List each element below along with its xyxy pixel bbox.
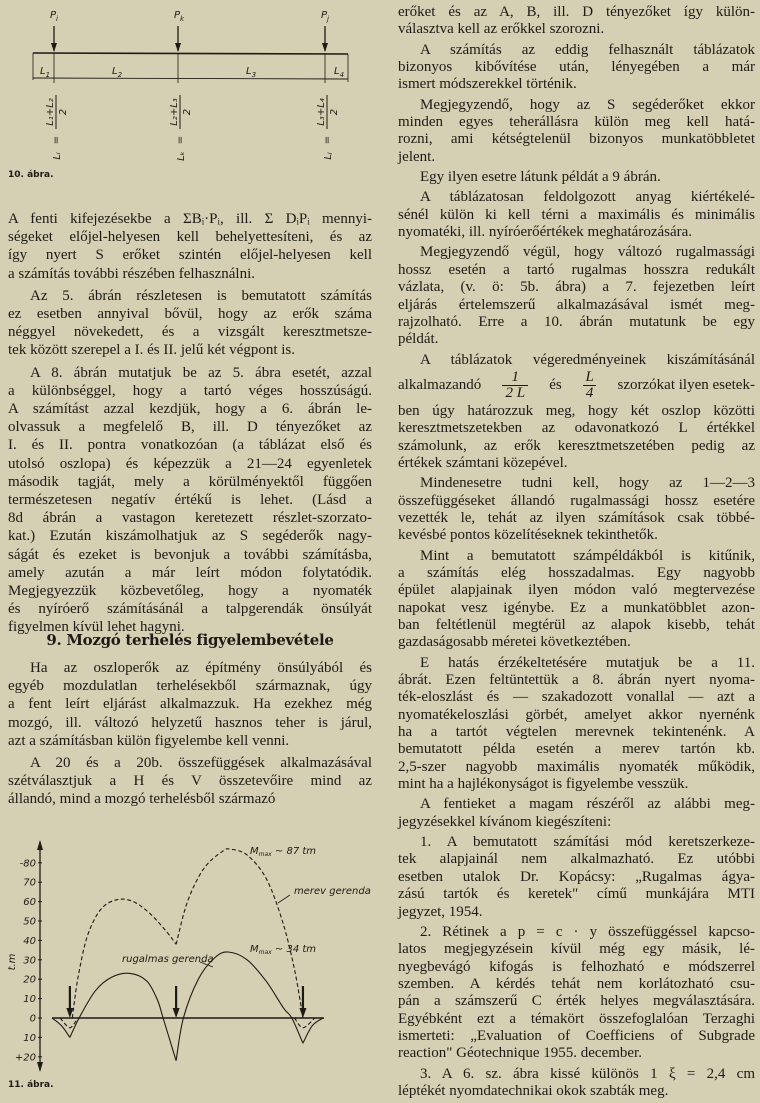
text-line: pán a számszerű C érték helyes megválasztására. <box>398 993 755 1010</box>
chart-annotation: $M_{max}$ ~ 34 tm <box>250 944 317 956</box>
text-line: A táblázatosan feldolgozott anyag kiértékelé- <box>420 189 755 206</box>
paragraph <box>398 475 755 544</box>
text-line: amely azután a már leírt módon folytatódik. <box>8 564 372 581</box>
equivalent-length-formula <box>45 95 69 160</box>
paragraph <box>398 834 755 921</box>
text-line: rajzolható. Erre a 10. ábrán mutatunk be egy <box>398 313 755 330</box>
paragraph <box>398 169 755 186</box>
text-line: ismert módszerekkel történik. <box>398 76 577 93</box>
text-line: keresztmetszetekben az odavonatkozó L értékkel <box>398 420 755 437</box>
y-tick-label: 20 <box>23 974 36 986</box>
svg-text:Lᵢ: Lᵢ <box>52 152 63 160</box>
paragraph <box>8 364 372 637</box>
text-line: Mint a bemutatott számpéldákból is kitűnik, <box>420 547 755 564</box>
svg-text:L₂+L₃: L₂+L₃ <box>169 98 180 126</box>
text-line: 2. Rétinek a p = c · y összefüggéssel kapcso- <box>420 923 755 940</box>
text-line: tek között szerepel a I. és II. jelű két végpont is. <box>8 342 295 359</box>
text-line: a számítás további részében felhasználni. <box>8 265 255 282</box>
y-axis-label: t.m <box>7 953 18 971</box>
axis-arrow-down-icon <box>37 1062 43 1072</box>
paragraph <box>398 244 755 348</box>
axis-arrow-up-icon <box>37 840 43 850</box>
text-line: ságát és ezeket is bevonjuk a további számításba, <box>8 546 372 563</box>
figure-10-beam-diagram <box>0 0 380 185</box>
text-line: bizonyos kibővítése után, lényegében a már <box>398 59 755 76</box>
figure-10-caption: 10. ábra. <box>8 170 54 180</box>
text-line: A számítás az eddig felhasznált táblázatok <box>420 41 755 58</box>
paragraph <box>398 352 755 473</box>
left-column-text-bottom <box>8 659 372 813</box>
fraction-numerator: L <box>585 369 594 386</box>
fraction <box>583 370 597 401</box>
chart-annotation: $M_{max}$ ~ 87 tm <box>250 846 317 858</box>
paragraph <box>398 548 755 652</box>
text-line: ban feltétlenül megtérül az alapok kisebb, tehát <box>398 617 755 633</box>
segment-length-label: $L_2$ <box>112 66 123 79</box>
text-line: 8d ábrán a vastagon keretezett részlet-szorzato- <box>8 510 372 527</box>
paragraph <box>398 924 755 1063</box>
text-line: választva kell az erőkkel szorozni. <box>398 21 605 38</box>
text-line: azt a számításban külön figyelembe kell venni. <box>8 732 290 749</box>
svg-text:2: 2 <box>182 108 193 116</box>
paragraph <box>398 796 755 831</box>
text-line: jegyzet, 1954. <box>398 903 483 920</box>
y-tick-label: -80 <box>19 858 36 870</box>
text-line: és nyíróerő számításánál a talpgerendák önsúlyát <box>8 601 372 618</box>
text-line: I. és II. pontra vonatkozóan (a táblázat első és <box>8 437 372 454</box>
paragraph <box>398 42 755 94</box>
y-tick-label: 70 <box>23 877 36 889</box>
text-line: ábrát. Ezen feltüntettük a 8. ábrán nyert nyoma- <box>398 672 755 689</box>
text-line: utolsó oszlopa) és képezzük a 21—24 egyenletek <box>8 455 372 472</box>
text-line: latos megjegyzésein kívül még egy másik, lé- <box>398 941 755 958</box>
text-line: összefüggéseket állandó rugalmassági hossz esetére <box>398 492 755 509</box>
y-tick-label: 10 <box>23 1032 36 1044</box>
text-line: nyomatéki, ill. nyíróerőértékek meghatározására. <box>398 224 693 241</box>
text-line-with-fractions <box>398 369 755 403</box>
text-line: vezették le, tehát az ilyen számítások csak többé- <box>398 509 755 526</box>
load-label: $P_j$ <box>321 10 329 23</box>
rugalmas-gerenda-curve-segment <box>70 973 176 1060</box>
text-line: második tagját, mely a körülményektől függően <box>8 473 372 490</box>
text-line: kevésbé pontos közelítéseknek tekinthetők. <box>398 527 658 544</box>
text-line: természetesen negatív értékű is lehet. (Lásd a <box>8 492 372 509</box>
arrowhead-icon <box>51 43 57 52</box>
text-line: ez esetben annyival bővül, hogy az erők száma <box>8 306 372 323</box>
svg-text:=: = <box>51 135 62 145</box>
text-line: A számítást azzal kezdjük, hogy a 6. ábrán le- <box>8 401 372 418</box>
text-line: A fenti kifejezésekbe a ΣBᵢ·Pᵢ, ill. Σ DᵢPᵢ mennyi- <box>8 211 372 227</box>
figure-11-caption: 11. ábra. <box>8 1080 54 1090</box>
y-tick-label: 60 <box>23 897 36 909</box>
text-line: a fent leírt eljárást alkalmazzuk. Ha ezekhez még <box>8 696 372 713</box>
y-tick-label: +20 <box>14 1052 36 1064</box>
text-line: szemben. A kérdés tehát nem korlátozható csu- <box>398 975 755 992</box>
text-line: gazdaságosabb méretei következtében. <box>398 634 631 651</box>
text-line: Megjegyzendő végül, hogy változó rugalmassági <box>420 244 755 261</box>
segment-length-label: $L_3$ <box>246 66 257 79</box>
text-line: esetben utalok Dr. Kopácsy: „Rugalmas ágya- <box>398 868 755 885</box>
text-line: épület alapjainak ilyen módon való megtervezése <box>398 582 755 599</box>
rugalmas-gerenda-curve-segment <box>303 1018 323 1043</box>
text-line: nyegbevágó kifogás is felhozható e módszerrel <box>398 958 755 975</box>
text-line: Ha az oszloperők az építmény önsúlyából és <box>30 660 372 676</box>
annotation-leader <box>278 895 290 903</box>
text-line: Az 5. ábrán részletesen is bemutatott számítás <box>30 287 372 304</box>
text-line: reaction" Géotechnique 1955. december. <box>398 1045 642 1062</box>
text-line: szétválasztjuk a H és V összetevőire mind az <box>8 773 372 790</box>
svg-text:=: = <box>175 135 186 145</box>
text-line: 3. A 6. sz. ábra kissé különös 1 ξ = 2,4 cm <box>420 1065 755 1082</box>
arrowhead-icon <box>322 43 328 52</box>
text-line: állandó, mind a mozgó terhelésből származó <box>8 791 276 808</box>
text-line: Egyébként ezt a témakört összefoglalóan Terzaghi <box>398 1010 755 1027</box>
right-column-text <box>398 4 755 1103</box>
chart-annotation: merev gerenda <box>294 886 371 897</box>
text-line: sénél külön ki kell térni a maximális és minimális <box>398 206 755 223</box>
text-line: A 8. ábrán mutatjuk be az 5. ábra esetét, azzal <box>30 364 372 381</box>
text-line: példát. <box>398 331 439 348</box>
paragraph <box>398 655 755 794</box>
merev-gerenda-curve-segment <box>176 849 303 1018</box>
text-line: a különbséggel, hogy a tartó véges hosszúságú. <box>8 382 372 399</box>
paragraph <box>8 754 372 809</box>
text-line: Megjegyezzük közbevetőleg, hogy a nyomaték <box>8 583 372 600</box>
segment-length-label: $L_1$ <box>40 66 51 79</box>
y-tick-label: 30 <box>23 955 36 967</box>
text-line: bemutatott példa esetén a merev tartón kb. <box>398 741 755 758</box>
text-line: napokat vesz igénybe. Ez a munkatöbblet azon- <box>398 599 755 616</box>
text-line: Egy ilyen esetre látunk példát a 9 ábrán. <box>420 169 661 186</box>
rugalmas-gerenda-curve-segment <box>176 952 303 1061</box>
line-text: szorzókat ilyen esetek- <box>617 377 755 394</box>
load-label: $P_k$ <box>174 10 185 23</box>
paragraph <box>398 97 755 166</box>
arrowhead-icon <box>173 1008 180 1018</box>
text-line: ben úgy határozzuk meg, hogy két oszlop közötti <box>398 402 755 419</box>
text-line: egyéb mozdulatlan terhelésekből származnak, úgy <box>8 678 372 695</box>
text-line: ségeket előjel-helyesen kell behelyettesíteni, és az <box>8 229 372 246</box>
text-line: figyelmen kívül lehet hagyni. <box>8 619 185 636</box>
paragraph <box>398 4 755 39</box>
text-line: tek alapjainál nem alkalmazható. Ez utóbbi <box>398 851 755 868</box>
text-line: zású tartók és keretek" című munkájára MTI <box>398 886 755 903</box>
paragraph <box>398 189 755 241</box>
text-line: számolunk, az erők keresztmetszetében pedig az <box>398 437 755 454</box>
svg-text:2: 2 <box>329 108 340 116</box>
load-label: $P_i$ <box>50 10 58 23</box>
paragraph <box>8 210 372 283</box>
text-line: erőket és az A, B, ill. D tényezőket így külön- <box>398 4 755 20</box>
text-line: 2,5-szer nagyobb maximális nyomaték működik, <box>398 758 755 775</box>
svg-text:Lₖ: Lₖ <box>176 151 187 161</box>
svg-text:L₁+L₂: L₁+L₂ <box>45 98 56 126</box>
line-text: alkalmazandó <box>398 377 482 394</box>
y-tick-label: 50 <box>23 916 36 928</box>
text-line: ismerteti: „Evaluation of Coefficiens of Subgrade <box>398 1027 755 1044</box>
arrowhead-icon <box>175 43 181 52</box>
fraction <box>502 370 528 401</box>
text-line: 1. A bemutatott számítási mód keretszerkeze- <box>420 834 755 851</box>
segment-length-label: $L_4$ <box>334 66 345 79</box>
fraction-denominator: 4 <box>583 385 597 401</box>
text-line: E hatás érzékeltetésére mutatjuk be a 11. <box>420 654 755 671</box>
section-heading: 9. Mozgó terhelés figyelembevétele <box>46 631 334 649</box>
text-line: jegyzésekkel kívánom kiegészíteni: <box>398 813 612 830</box>
text-line: ték-eloszlást és — szakadozott vonallal — azt a <box>398 689 755 706</box>
text-line: jelent. <box>398 148 436 165</box>
text-line: A 20 és a 20b. összefüggések alkalmazásával <box>30 755 372 772</box>
text-line: mint ha a hajlékonyságot is figyelembe vesszük. <box>398 776 689 793</box>
equivalent-length-formula <box>316 95 340 160</box>
figure-11-moment-chart <box>0 830 380 1099</box>
text-line: hossz esetén a tartó rugalmas hosszra redukált <box>398 261 755 278</box>
text-line: mozgó, ill. változó helyzetű hasznos teher is járul, <box>8 714 372 731</box>
text-line: ha a tartót végtelen merevnek tekintenénk. A <box>398 724 755 741</box>
text-line: a számítás elég hosszadalmas. Egy nagyobb <box>398 564 755 581</box>
fraction-denominator: 2 L <box>502 385 528 401</box>
text-line: Megjegyzendő, hogy az S segéderőket ekkor <box>420 96 755 113</box>
svg-text:L₃+L₄: L₃+L₄ <box>316 98 327 126</box>
text-line: A táblázatok végeredményeinek kiszámításánál <box>420 351 755 368</box>
text-line: értékek számtani közepével. <box>398 454 568 471</box>
svg-text:=: = <box>322 135 333 145</box>
paragraph <box>8 287 372 360</box>
text-line: rozni, ami kétségtelenül bizonyos munkatöbbletet <box>398 131 755 148</box>
rugalmas-gerenda-curve-segment <box>52 1018 70 1037</box>
text-line: Mindenesetre tudni kell, hogy az 1—2—3 <box>420 475 755 492</box>
line-text: és <box>549 377 562 394</box>
text-line: olvassuk a megfelelő B, ill. D tényezőket az <box>8 419 372 436</box>
chart-annotation: rugalmas gerenda <box>122 954 214 965</box>
text-line: eljárás értelemszerű alkalmazásával ismét meg- <box>398 296 755 313</box>
text-line: néggyel növekedett, és a vizsgált keresztmetsze- <box>8 324 372 341</box>
text-line: A fentieket a magam részéről az alábbi meg- <box>420 796 755 813</box>
text-line: léptékét nyomdatechnikai okok szabták meg. <box>398 1082 669 1099</box>
text-line: így nyert S erőket szintén előjel-helyesen kell <box>8 247 372 264</box>
text-line: vázlata, (v. ö: 5b. ábra) a 7. fejezetben leírt <box>398 279 755 296</box>
text-line: minden egyes teherállásra külön meg kell hatá- <box>398 114 755 131</box>
fraction-numerator: 1 <box>511 369 519 386</box>
text-line: kat.) Ezután kiszámolhatjuk az S segéderők nagy- <box>8 528 372 545</box>
text-line: nyomatékeloszlási görbét, amelyet akkor nyernénk <box>398 706 755 723</box>
y-tick-label: 10 <box>23 994 36 1006</box>
equivalent-length-formula <box>169 95 193 161</box>
svg-text:Lⱼ: Lⱼ <box>323 152 334 160</box>
svg-text:2: 2 <box>58 108 69 116</box>
y-tick-label: 0 <box>29 1013 36 1025</box>
y-tick-label: 40 <box>23 935 36 947</box>
paragraph <box>8 659 372 750</box>
left-column-text-top <box>8 210 372 641</box>
paragraph <box>398 1066 755 1101</box>
